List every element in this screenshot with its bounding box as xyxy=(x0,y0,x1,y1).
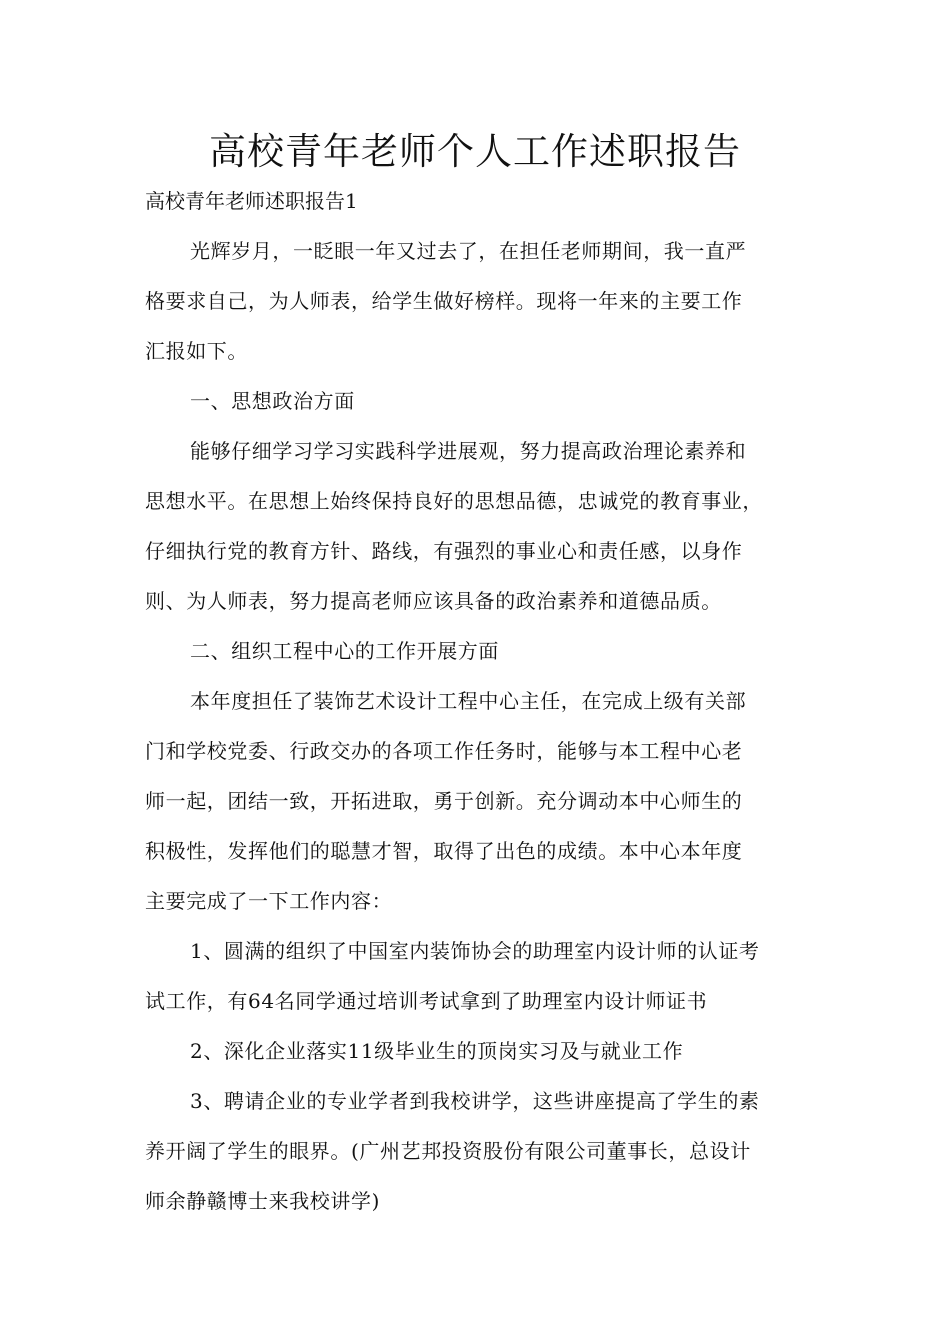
document-title: 高校青年老师个人工作述职报告 xyxy=(209,130,741,173)
section-heading: 一、思想政治方面 xyxy=(190,389,355,413)
paragraph-line: 本年度担任了装饰艺术设计工程中心主任，在完成上级有关部 xyxy=(190,689,747,713)
paragraph-line: 门和学校党委、行政交办的各项工作任务时，能够与本工程中心老 xyxy=(145,739,743,763)
paragraph-line: 积极性，发挥他们的聪慧才智，取得了出色的成绩。本中心本年度 xyxy=(145,839,743,863)
list-item: 3、聘请企业的专业学者到我校讲学，这些讲座提高了学生的素 xyxy=(190,1089,760,1113)
paragraph-line: 光辉岁月，一眨眼一年又过去了，在担任老师期间，我一直严 xyxy=(190,239,747,263)
paragraph-line: 仔细执行党的教育方针、路线，有强烈的事业心和责任感，以身作 xyxy=(145,539,743,563)
paragraph-line: 则、为人师表，努力提高老师应该具备的政治素养和道德品质。 xyxy=(145,589,722,613)
document-subtitle: 高校青年老师述职报告1 xyxy=(145,189,358,213)
paragraph-line: 师一起，团结一致，开拓进取，勇于创新。充分调动本中心师生的 xyxy=(145,789,743,813)
paragraph-line: 主要完成了一下工作内容： xyxy=(145,889,393,913)
section-heading: 二、组织工程中心的工作开展方面 xyxy=(190,639,499,663)
paragraph-line: 养开阔了学生的眼界。(广州艺邦投资股份有限公司董事长，总设计 xyxy=(145,1139,751,1163)
list-item: 2、深化企业落实11级毕业生的顶岗实习及与就业工作 xyxy=(190,1039,684,1063)
paragraph-line: 能够仔细学习学习实践科学进展观，努力提高政治理论素养和 xyxy=(190,439,747,463)
paragraph-line: 试工作，有64名同学通过培训考试拿到了助理室内设计师证书 xyxy=(145,989,708,1013)
paragraph-line: 格要求自己，为人师表，给学生做好榜样。现将一年来的主要工作 xyxy=(145,289,743,313)
paragraph-line: 汇报如下。 xyxy=(145,339,248,363)
list-item: 1、圆满的组织了中国室内装饰协会的助理室内设计师的认证考 xyxy=(190,939,760,963)
paragraph-line: 思想水平。在思想上始终保持良好的思想品德，忠诚党的教育事业， xyxy=(145,489,763,513)
paragraph-line: 师余静赣博士来我校讲学) xyxy=(145,1189,381,1213)
